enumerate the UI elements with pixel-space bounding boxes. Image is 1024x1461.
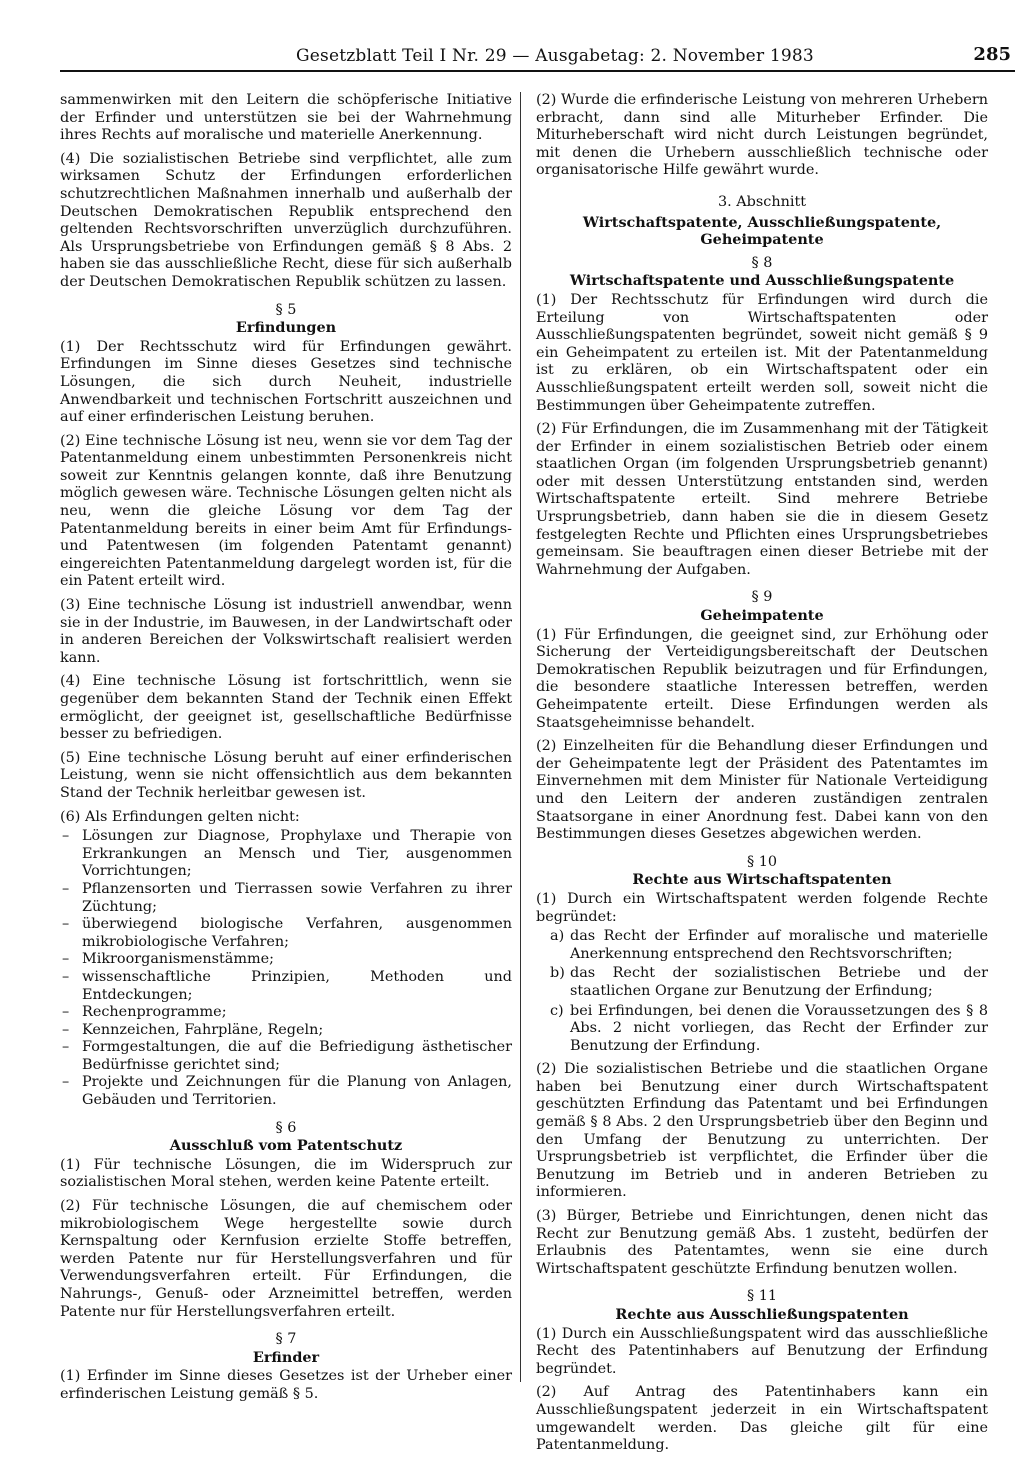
section-number: § 9 bbox=[751, 589, 773, 606]
header-title: Gesetzblatt Teil I Nr. 29 — Ausgabetag: 2. November 1983 bbox=[296, 46, 814, 66]
item-letter: a) bbox=[550, 928, 565, 945]
list-item: – Formgestaltungen, die auf die Befriedigung ästhetischer Bedürfnisse gerichtet sind; bbox=[60, 1039, 512, 1074]
list-item: – Kennzeichen, Fahrpläne, Regeln; bbox=[60, 1022, 512, 1040]
section-number: § 11 bbox=[746, 1288, 778, 1305]
section-number: § 6 bbox=[275, 1119, 297, 1136]
section-title: Erfindungen bbox=[235, 319, 337, 337]
item-letter: b) bbox=[550, 965, 565, 982]
chapter-title: Wirtschaftspatente, Ausschließungspatente, Geheimpatente bbox=[582, 213, 942, 249]
section-number: § 8 bbox=[751, 254, 773, 271]
page-number: 285 bbox=[973, 44, 1011, 65]
list-item bbox=[536, 928, 988, 963]
list-item: – Pflanzensorten und Tierrassen sowie Verfahren zu ihrer Züchtung; bbox=[60, 881, 512, 916]
list-item bbox=[536, 965, 988, 1000]
list-item: – Mikroorganismenstämme; bbox=[60, 951, 512, 969]
paragraph: (1) Der Rechtsschutz wird für Erfindungen gewährt. Erfindungen im Sinne dieses Gesetzes sind technische Lösungen, die sich durch Neuheit, industrielle Anwendbarkeit und technischen Fortschritt auszeichnen und auf einer erfinderischen Leistung beruhen. bbox=[60, 338, 512, 426]
section-number: § 10 bbox=[746, 853, 778, 870]
list-item: – Lösungen zur Diagnose, Prophylaxe und Therapie von Erkrankungen an Mensch und Tier, ausgenommen Vorrichtungen; bbox=[60, 828, 512, 881]
paragraph: (6) Als Erfindungen gelten nicht: bbox=[60, 808, 300, 825]
item-text: das Recht der sozialistischen Betriebe und der staatlichen Organe zur Benutzung der Erfindung; bbox=[570, 965, 988, 999]
paragraph: (1) Der Rechtsschutz für Erfindungen wird durch die Erteilung von Wirtschaftspatenten oder Ausschließungspatenten begründet, soweit nicht gemäß § 9 ein Geheimpatent zu erteilen ist. Mit der Patentanmeldung ist zu erklären, ob ein Wirtschaftspatent oder ein Ausschließungspatent erteilt werden soll, soweit nicht die Bestimmungen über Geheimpatente zutreffen. bbox=[536, 291, 988, 414]
list-item: – überwiegend biologische Verfahren, ausgenommen mikrobiologische Verfahren; bbox=[60, 916, 512, 951]
right-column bbox=[536, 92, 988, 1461]
section-title: Wirtschaftspatente und Ausschließungspatente bbox=[569, 272, 955, 290]
section-title: Erfinder bbox=[252, 1348, 320, 1366]
paragraph: (2) Auf Antrag des Patentinhabers kann ein Ausschließungspatent jederzeit in ein Wirtschaftspatent umgewandelt werden. Das gleiche gilt für eine Patentanmeldung. bbox=[536, 1384, 988, 1454]
list-item: – Projekte und Zeichnungen für die Planung von Anlagen, Gebäuden und Territorien. bbox=[60, 1074, 512, 1109]
continued-paragraph: sammenwirken mit den Leitern die schöpferische Initiative der Erfinder und unterstützen sie bei der Wahrnehmung ihres Rechts auf moralische und materielle Anerkennung. bbox=[60, 92, 512, 144]
section-number: § 7 bbox=[275, 1331, 297, 1348]
rights-list bbox=[536, 928, 988, 1055]
paragraph: (5) Eine technische Lösung beruht auf einer erfinderischen Leistung, wenn sie nicht offensichtlich aus dem bekannten Stand der Technik herleitbar gewesen ist. bbox=[60, 749, 512, 801]
paragraph: (3) Eine technische Lösung ist industriell anwendbar, wenn sie in der Industrie, im Bauwesen, in der Landwirtschaft oder in anderen Bereichen der Volkswirtschaft realisiert werden kann. bbox=[60, 597, 512, 666]
paragraph: (2) Die sozialistischen Betriebe und die staatlichen Organe haben bei Benutzung einer durch Wirtschaftspatent geschützten Erfindung das Patentamt und bei Erfindungen gemäß § 8 Abs. 2 den Ursprungsbetrieb über den Beginn und den Umfang der Benutzung zu unterrichten. Der Ursprungsbetrieb ist verpflichtet, die Erfinder über die Benutzung im Betrieb und in anderen Betrieben zu informieren. bbox=[536, 1061, 988, 1201]
exclusion-list bbox=[60, 828, 512, 1110]
section-title: Geheimpatente bbox=[700, 607, 824, 625]
paragraph: (1) Für technische Lösungen, die im Widerspruch zur sozialistischen Moral stehen, werden keine Patente erteilt. bbox=[60, 1156, 512, 1191]
list-item: – wissenschaftliche Prinzipien, Methoden und Entdeckungen; bbox=[60, 969, 512, 1004]
item-text: bei Erfindungen, bei denen die Voraussetzungen des § 8 Abs. 2 nicht vorliegen, das Recht der Erfinder zur Benutzung der Erfindung. bbox=[570, 1002, 988, 1054]
paragraph: (2) Wurde die erfinderische Leistung von mehreren Urhebern erbracht, dann sind alle Miturheber Erfinder. Die Miturheberschaft wird nicht durch Leistungen begründet, mit denen die Urhebern ausschließlich technische oder organisatorische Hilfe gewährt wurde. bbox=[536, 92, 988, 179]
page-header bbox=[60, 44, 1015, 72]
paragraph: (1) Durch ein Wirtschaftspatent werden folgende Rechte begründet: bbox=[536, 890, 988, 925]
section-title: Rechte aus Ausschließungspatenten bbox=[615, 1306, 909, 1323]
paragraph: (4) Eine technische Lösung ist fortschrittlich, wenn sie gegenüber dem bekannten Stand der Technik einen Effekt ermöglicht, der geeignet ist, gesellschaftliche Bedürfnisse besser zu befriedigen. bbox=[60, 673, 512, 743]
section-title: Rechte aus Wirtschaftspatenten bbox=[632, 871, 892, 889]
section-title: Ausschluß vom Patentschutz bbox=[169, 1137, 403, 1155]
paragraph-4: (4) Die sozialistischen Betriebe sind verpflichtet, alle zum wirksamen Schutz der Erfindungen erforderlichen schutzrechtlichen Maßnahmen innerhalb und außerhalb der Deutschen Demokratischen Republik entsprechend den geltenden Rechtsvorschriften unverzüglich durchzuführen. Als Ursprungsbetriebe von Erfindungen gemäß § 8 Abs. 2 haben sie das ausschließliche Recht, diese für sich außerhalb der Deutschen Demokratischen Republik schützen zu lassen. bbox=[60, 150, 512, 290]
list-item: – Rechenprogramme; bbox=[60, 1004, 512, 1022]
paragraph: (3) Bürger, Betriebe und Einrichtungen, denen nicht das Recht zur Benutzung gemäß Abs. 1 zusteht, bedürfen der Erlaubnis des Patentamtes, wenn sie eine durch Wirtschaftspatent geschützte Erfindung benutzen wollen. bbox=[536, 1208, 988, 1277]
column-divider bbox=[520, 92, 521, 1382]
paragraph: (2) Für Erfindungen, die im Zusammenhang mit der Tätigkeit der Erfinder in einem sozialistischen Betrieb oder einem staatlichen Organ (im folgenden Ursprungsbetrieb genannt) oder mit dessen Unterstützung entstanden sind, werden Wirtschaftspatente erteilt. Sind mehrere Betriebe Ursprungsbetrieb, dann haben sie die in diesem Gesetz festgelegten Rechte und Pflichten eines Ursprungsbetriebes gemeinsam. Sie beauftragen einen dieser Betriebe mit der Wahrnehmung der Aufgaben. bbox=[536, 421, 988, 578]
paragraph: (2) Für technische Lösungen, die auf chemischem oder mikrobiologischem Wege hergestellte sowie durch Kernspaltung oder Kernfusion erzielte Stoffe betreffen, werden Patente nur für Herstellungsverfahren und für Verwendungsverfahren erteilt. Für Erfindungen, die Nahrungs-, Genuß- oder Arzneimittel betreffen, werden Patente nur für Herstellungsverfahren erteilt. bbox=[60, 1198, 512, 1320]
paragraph: (1) Für Erfindungen, die geeignet sind, zur Erhöhung oder Sicherung der Verteidigungsbereitschaft der Deutschen Demokratischen Republik beizutragen und für Erfindungen, die besondere staatliche Interessen betreffen, werden Geheimpatente erteilt. Diese Erfindungen werden als Staatsgeheimnisse behandelt. bbox=[536, 626, 988, 731]
left-column bbox=[60, 92, 512, 1410]
chapter-number: 3. Abschnitt bbox=[717, 193, 807, 210]
paragraph: (1) Durch ein Ausschließungspatent wird das ausschließliche Recht des Patentinhabers auf Benutzung der Erfindung begründet. bbox=[536, 1325, 988, 1377]
list-item bbox=[536, 1003, 988, 1056]
paragraph: (2) Einzelheiten für die Behandlung dieser Erfindungen und der Geheimpatente legt der Präsident des Patentamtes im Einvernehmen mit dem Minister für Nationale Verteidigung und den Leitern der anderen zuständigen zentralen Staatsorgane in einer Anordnung fest. Dabei kann von den Bestimmungen dieses Gesetzes abgewichen werden. bbox=[536, 738, 988, 843]
paragraph: (1) Erfinder im Sinne dieses Gesetzes ist der Urheber einer erfinderischen Leistung gemäß § 5. bbox=[60, 1368, 512, 1402]
section-number: § 5 bbox=[275, 301, 297, 318]
item-text: das Recht der Erfinder auf moralische und materielle Anerkennung entsprechend den Rechtsvorschriften; bbox=[570, 928, 988, 962]
paragraph: (2) Eine technische Lösung ist neu, wenn sie vor dem Tag der Patentanmeldung einem unbestimmten Personenkreis nicht soweit zur Kenntnis gelangen konnte, daß ihre Benutzung möglich gewesen wäre. Technische Lösungen gelten nicht als neu, wenn die gleiche Lösung vor dem Tag der Patentanmeldung bereits in einer beim Amt für Erfindungs- und Patentwesen (im folgenden Patentamt genannt) eingereichten Patentanmeldung dargelegt worden ist, für die ein Patent erteilt wird. bbox=[60, 432, 512, 590]
item-letter: c) bbox=[550, 1002, 564, 1019]
